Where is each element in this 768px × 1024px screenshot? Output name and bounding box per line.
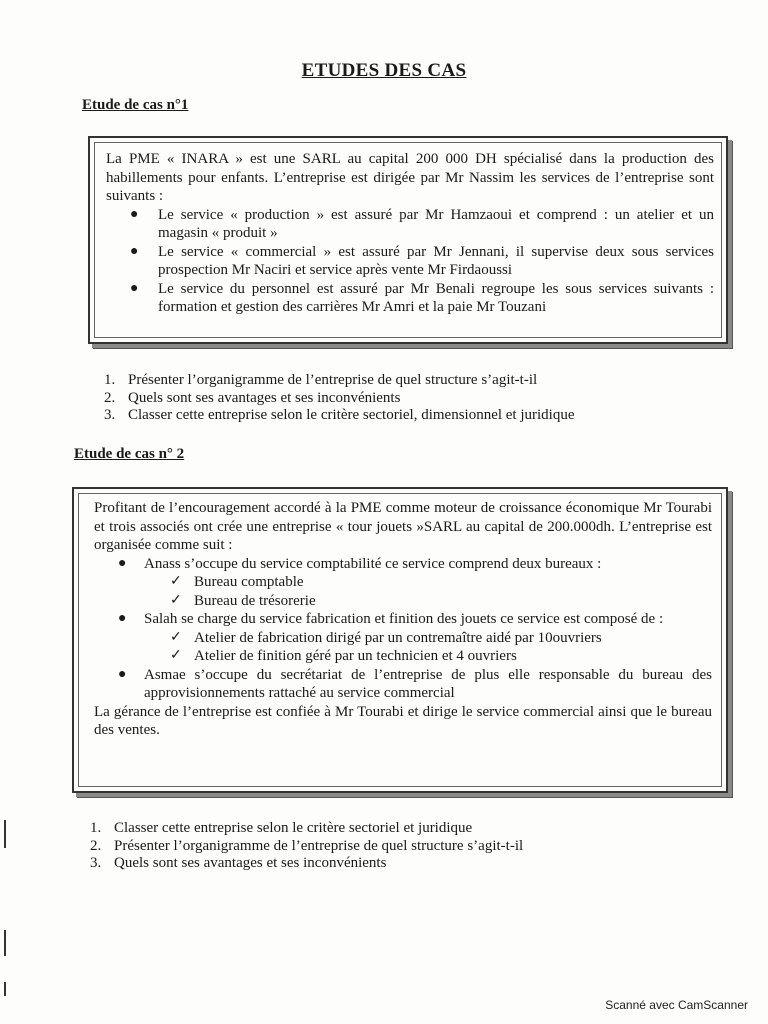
case1-description-box: [88, 136, 728, 344]
bullet-text: Le service « production » est assuré par Mr Hamzaoui et comprend : un atelier et un magasin « produit »: [158, 206, 714, 241]
bullet-text: Anass s’occupe du service comptabilité ce service comprend deux bureaux :: [144, 555, 602, 572]
case2-bullet-list: [94, 555, 712, 703]
list-item: [94, 610, 712, 666]
question-number: 2.: [90, 837, 102, 854]
list-item: [90, 855, 523, 873]
case2-question-list: [90, 820, 523, 873]
sub-item-text: Atelier de fabrication dirigé par un contremaître aidé par 10ouvriers: [194, 629, 602, 646]
question-text: Quels sont ses avantages et ses inconvénients: [114, 855, 387, 871]
bullet-icon: ●: [118, 666, 127, 682]
scan-edge-mark: [4, 930, 6, 956]
list-item: [106, 206, 714, 243]
list-item: [144, 592, 712, 611]
sub-item-text: Bureau comptable: [194, 574, 304, 590]
sub-item-text: Atelier de finition géré par un technicien et 4 ouvriers: [194, 648, 517, 664]
question-text: Quels sont ses avantages et ses inconvénients: [128, 389, 401, 406]
bullet-text: Le service « commercial » est assuré par Mr Jennani, il supervise deux sous services prospection Mr Naciri et service après vente Mr Firdaoussi: [158, 243, 714, 278]
question-number: 3.: [90, 855, 102, 871]
list-item: [104, 372, 575, 390]
scan-edge-mark: [4, 982, 6, 996]
list-item: [144, 629, 712, 648]
scan-edge-mark: [4, 820, 6, 848]
case1-heading: Etude de cas n°1: [82, 97, 189, 113]
question-number: 3.: [104, 407, 116, 423]
scanner-watermark: Scanné avec CamScanner: [605, 998, 748, 1012]
bullet-icon: ●: [118, 611, 127, 626]
question-number: 1.: [104, 372, 116, 388]
sub-list: [144, 629, 712, 666]
checkmark-icon: ✓: [170, 592, 182, 608]
list-item: [104, 390, 575, 408]
list-item: [106, 243, 714, 280]
list-item: [90, 838, 523, 856]
case2-heading: Etude de cas n° 2: [74, 446, 185, 462]
sub-item-text: Bureau de trésorerie: [194, 592, 316, 609]
bullet-icon: ●: [130, 243, 139, 259]
list-item: [94, 555, 712, 611]
case2-description-box: [72, 487, 728, 793]
question-number: 2.: [104, 389, 116, 406]
bullet-text: Le service du personnel est assuré par Mr Benali regroupe les sous services suivants : formation et gestion des carrières Mr Amri et la paie Mr Touzani: [158, 280, 714, 315]
list-item: [94, 666, 712, 703]
bullet-icon: ●: [118, 555, 127, 571]
list-item: [104, 407, 575, 425]
bullet-text: Asmae s’occupe du secrétariat de l’entreprise de plus elle responsable du bureau des approvisionnements rattaché au service commercial: [144, 666, 712, 701]
case2-closing: La gérance de l’entreprise est confiée à Mr Tourabi et dirige le service commercial ainsi que le bureau des ventes.: [94, 703, 712, 738]
question-text: Classer cette entreprise selon le critère sectoriel et juridique: [114, 820, 473, 836]
sub-list: [144, 573, 712, 610]
checkmark-icon: ✓: [170, 574, 182, 589]
case1-question-list: [104, 372, 575, 425]
checkmark-icon: ✓: [170, 629, 182, 645]
bullet-icon: ●: [130, 206, 139, 222]
list-item: [144, 573, 712, 592]
question-text: Présenter l’organigramme de l’entreprise de quel structure s’agit-t-il: [114, 837, 524, 854]
bullet-text: Salah se charge du service fabrication et finition des jouets ce service est composé de :: [144, 611, 664, 627]
question-number: 1.: [90, 820, 102, 836]
bullet-icon: ●: [130, 280, 139, 296]
question-text: Classer cette entreprise selon le critère sectoriel, dimensionnel et juridique: [128, 407, 575, 423]
case1-intro: La PME « INARA » est une SARL au capital 200 000 DH spécialisé dans la production des habillements pour enfants. L’entreprise est dirigée par Mr Nassim les services de l’entreprise sont suivants :: [106, 151, 714, 204]
page-title: ETUDES DES CAS: [301, 60, 467, 81]
list-item: [144, 647, 712, 666]
checkmark-icon: ✓: [170, 648, 182, 663]
list-item: [106, 280, 714, 317]
question-text: Présenter l’organigramme de l’entreprise de quel structure s’agit-t-il: [128, 372, 538, 388]
case2-intro: Profitant de l’encouragement accordé à la PME comme moteur de croissance économique Mr Tourabi et trois associés ont crée une entreprise « tour jouets »SARL au capital de 200.000dh. L’entreprise est organisée comme suit :: [94, 500, 712, 553]
list-item: [90, 820, 523, 838]
case1-bullet-list: [106, 206, 714, 317]
